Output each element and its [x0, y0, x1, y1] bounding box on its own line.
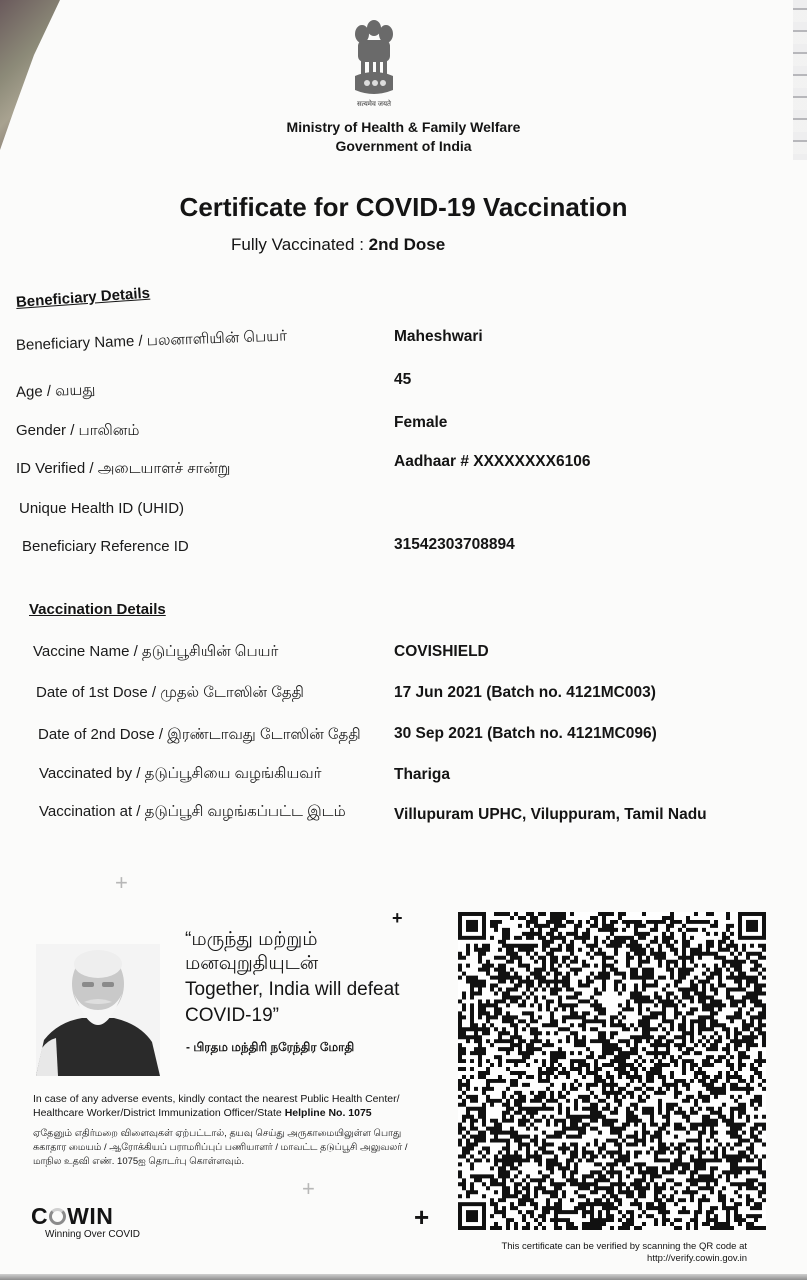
logo-letters-win: WIN — [67, 1203, 114, 1229]
status-dose: 2nd Dose — [368, 235, 446, 254]
registration-mark-icon: + — [302, 1176, 315, 1201]
logo-letter-c: C — [31, 1203, 49, 1229]
national-emblem-icon — [349, 14, 399, 110]
verification-url[interactable]: http://verify.cowin.gov.in — [647, 1253, 747, 1264]
logo-ring-icon — [49, 1208, 66, 1225]
qr-finder-center — [466, 1210, 478, 1222]
quote — [185, 928, 399, 1028]
certificate-title: Certificate for COVID-19 Vaccination — [179, 192, 628, 222]
reference-id-value: 31542303708894 — [394, 536, 515, 553]
vaccine-name-value: COVISHIELD — [394, 643, 489, 660]
vaccination-section-title: Vaccination Details — [29, 601, 166, 618]
vaccination-status — [231, 235, 445, 255]
quote-line-tamil-2: மனவுறுதியுடன் — [185, 953, 319, 974]
first-dose-value: 17 Jun 2021 (Batch no. 4121MC003) — [394, 684, 656, 701]
first-dose-label: Date of 1st Dose / முதல் டோஸின் தேதி — [36, 684, 304, 701]
qr-finder-center — [466, 920, 478, 932]
adverse-events-notice-tamil: ஏதேனும் எதிர்மறை விளைவுகள் ஏற்பட்டால், தயவு செய்து அருகாமையிலுள்ள பொது சுகாதார மையம் / ஆரோக்கியப் பராமரிப்புப் பணியாளர் / மாவட்ட தடுப்பூசி அலுவலர் / மாநில உதவி எண். 1075ஐ தொடர்பு கொள்ளவும். — [33, 1128, 408, 1167]
adverse-events-notice — [33, 1092, 433, 1120]
second-dose-label: Date of 2nd Dose / இரண்டாவது டோஸின் தேதி — [38, 726, 361, 743]
vaccination-at-value: Villupuram UPHC, Viluppuram, Tamil Nadu — [394, 806, 707, 823]
second-dose-value: 30 Sep 2021 (Batch no. 4121MC096) — [394, 725, 657, 742]
age-value: 45 — [394, 371, 412, 388]
ministry-name: Ministry of Health & Family Welfare — [286, 119, 521, 135]
paper-bottom-edge — [0, 1274, 807, 1280]
status-prefix: Fully Vaccinated : — [231, 235, 369, 254]
ministry-header — [0, 118, 807, 156]
vaccination-at-label: Vaccination at / தடுப்பூசி வழங்கப்பட்ட இடம் — [39, 803, 346, 820]
quote-line-tamil-1: “மருந்து மற்றும் — [185, 929, 318, 950]
emblem-motto: सत्यमेव जयते — [356, 101, 392, 108]
beneficiary-name-value: Maheshwari — [394, 328, 483, 345]
age-label: Age / வயது — [15, 381, 96, 401]
quote-line-english-2: COVID-19” — [185, 1005, 279, 1026]
quote-line-english-1: Together, India will defeat — [185, 979, 400, 1000]
qr-modules — [458, 912, 766, 1230]
cowin-tagline: Winning Over COVID — [45, 1229, 141, 1240]
verification-text: This certificate can be verified by scanning the QR code at — [501, 1241, 747, 1252]
government-name: Government of India — [335, 138, 472, 154]
id-verified-label: ID Verified / அடையாளச் சான்று — [16, 460, 231, 477]
cowin-logo — [31, 1203, 113, 1230]
prime-minister-portrait — [36, 944, 160, 1076]
registration-mark-icon: + — [115, 870, 128, 895]
registration-mark-icon: + — [392, 908, 403, 928]
id-verified-value: Aadhaar # XXXXXXXX6106 — [394, 453, 591, 470]
uhid-label: Unique Health ID (UHID) — [19, 500, 185, 517]
registration-mark-icon: + — [414, 1202, 430, 1232]
gender-label: Gender / பாலினம் — [16, 422, 140, 439]
qr-code[interactable] — [458, 912, 766, 1230]
beneficiary-name-label: Beneficiary Name / பலனாளியின் பெயர் — [15, 327, 288, 354]
gender-value: Female — [394, 414, 448, 431]
reference-id-label: Beneficiary Reference ID — [22, 538, 189, 555]
qr-finder-center — [746, 920, 758, 932]
helpline-number: Helpline No. 1075 — [284, 1107, 372, 1119]
vaccinated-by-value: Thariga — [394, 766, 450, 783]
verification-note — [501, 1241, 747, 1265]
quote-attribution: - பிரதம மந்திரி நரேந்திர மோதி — [186, 1040, 355, 1054]
adverse-events-text: In case of any adverse events, kindly contact the nearest Public Health Center/ Healthcare Worker/District Immunization Officer/State — [33, 1093, 400, 1119]
beneficiary-section-title: Beneficiary Details — [15, 284, 151, 311]
vaccinated-by-label: Vaccinated by / தடுப்பூசியை வழங்கியவர் — [39, 765, 322, 782]
vaccine-name-label: Vaccine Name / தடுப்பூசியின் பெயர் — [33, 643, 279, 660]
